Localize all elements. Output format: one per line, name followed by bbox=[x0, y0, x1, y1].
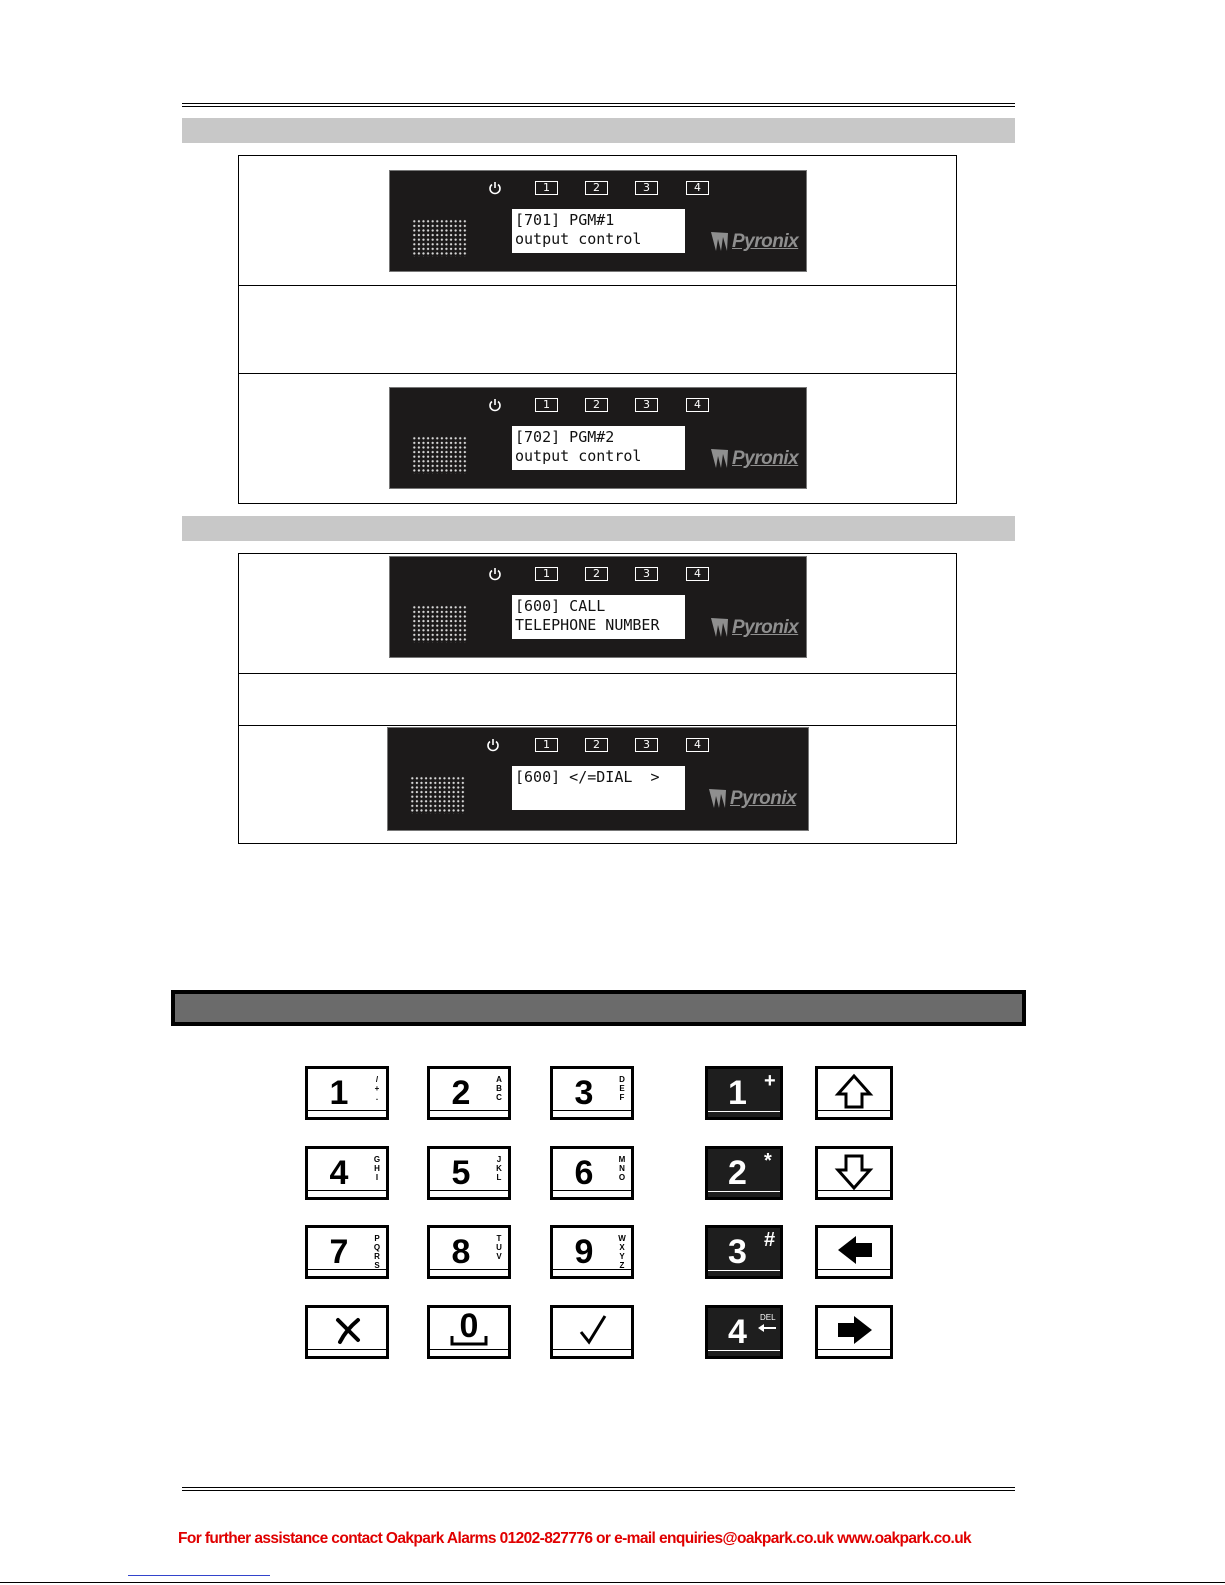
right-arrow-key[interactable] bbox=[815, 1305, 893, 1359]
key-letters: / + . bbox=[374, 1075, 380, 1102]
key-number: 4 bbox=[728, 1313, 747, 1351]
frame-divider bbox=[239, 673, 956, 674]
footer-rule-2 bbox=[182, 1490, 1015, 1491]
footer-rule bbox=[182, 1487, 1015, 1488]
key-number: 1 bbox=[329, 1074, 349, 1112]
space-icon bbox=[430, 1308, 508, 1352]
del-label: DEL bbox=[760, 1313, 776, 1322]
key-number: 4 bbox=[329, 1154, 349, 1192]
left-arrow-key[interactable] bbox=[815, 1225, 893, 1279]
up-arrow-key[interactable] bbox=[815, 1066, 893, 1120]
zone-led-3: 3 bbox=[635, 398, 658, 412]
lcd-line-1: [701] PGM#1 bbox=[515, 211, 615, 229]
pyronix-logo bbox=[710, 613, 799, 643]
key-letters: M N O bbox=[618, 1155, 626, 1182]
lcd-line-2: output control bbox=[515, 447, 642, 465]
pyronix-logo bbox=[710, 227, 799, 257]
keypad-display bbox=[389, 170, 807, 272]
zone-led-4: 4 bbox=[686, 181, 709, 195]
frame-divider bbox=[239, 373, 956, 374]
zone-led-2: 2 bbox=[585, 181, 608, 195]
key-letters: D E F bbox=[619, 1075, 625, 1102]
key-letters: J K L bbox=[496, 1155, 502, 1182]
power-icon bbox=[488, 398, 502, 412]
key-symbol: # bbox=[764, 1229, 776, 1251]
lcd-screen bbox=[512, 595, 685, 639]
key-9[interactable] bbox=[550, 1225, 634, 1279]
footer-contact-text: For further assistance contact Oakpark Alarms 01202-827776 or e-mail enquiries@oakpark.co.uk www.oakpark.co.uk bbox=[178, 1530, 972, 1547]
enter-key[interactable] bbox=[550, 1305, 634, 1359]
brand-text: Pyronix bbox=[732, 448, 799, 469]
top-rule bbox=[182, 103, 1015, 104]
key-2[interactable] bbox=[427, 1066, 511, 1120]
key-0[interactable] bbox=[427, 1305, 511, 1359]
page-bottom-rule bbox=[0, 1582, 1225, 1583]
key-letters: A B C bbox=[496, 1075, 502, 1102]
lcd-screen bbox=[512, 209, 685, 253]
speaker-grille bbox=[410, 776, 466, 814]
key-symbol: + bbox=[764, 1070, 776, 1092]
zone-led-2: 2 bbox=[585, 567, 608, 581]
keypad-display bbox=[389, 387, 807, 489]
power-icon bbox=[486, 738, 500, 752]
lcd-screen bbox=[512, 426, 685, 470]
power-icon bbox=[488, 181, 502, 195]
key-7[interactable] bbox=[305, 1225, 389, 1279]
function-key-1[interactable] bbox=[705, 1066, 783, 1120]
key-number: 5 bbox=[451, 1154, 471, 1192]
zone-led-1: 1 bbox=[535, 398, 558, 412]
zone-led-1: 1 bbox=[535, 738, 558, 752]
lcd-line-2: TELEPHONE NUMBER bbox=[515, 616, 660, 634]
link-underline bbox=[128, 1575, 270, 1576]
key-3[interactable] bbox=[550, 1066, 634, 1120]
keys-section-header bbox=[171, 990, 1026, 1026]
down-arrow-key[interactable] bbox=[815, 1146, 893, 1200]
zone-led-3: 3 bbox=[635, 567, 658, 581]
pyronix-logo bbox=[710, 444, 799, 474]
function-key-3[interactable] bbox=[705, 1225, 783, 1279]
key-number: 3 bbox=[574, 1074, 594, 1112]
key-number: 2 bbox=[451, 1074, 471, 1112]
function-key-2[interactable] bbox=[705, 1146, 783, 1200]
key-8[interactable] bbox=[427, 1225, 511, 1279]
key-number: 3 bbox=[728, 1233, 747, 1271]
speaker-grille bbox=[412, 219, 468, 257]
key-6[interactable] bbox=[550, 1146, 634, 1200]
display-frame-2 bbox=[238, 553, 957, 844]
key-letters: T U V bbox=[496, 1234, 502, 1261]
zone-led-2: 2 bbox=[585, 738, 608, 752]
lcd-line-1: [702] PGM#2 bbox=[515, 428, 615, 446]
arrow-right-icon bbox=[818, 1308, 890, 1352]
arrow-up-icon bbox=[818, 1069, 890, 1113]
key-number: 9 bbox=[574, 1233, 594, 1271]
keypad-display bbox=[389, 556, 807, 658]
key-number: 6 bbox=[574, 1154, 594, 1192]
check-icon bbox=[553, 1308, 631, 1352]
key-number: 1 bbox=[728, 1074, 747, 1112]
speaker-grille bbox=[412, 605, 468, 643]
display-frame-1 bbox=[238, 155, 957, 504]
cancel-key[interactable] bbox=[305, 1305, 389, 1359]
cross-icon bbox=[308, 1308, 386, 1352]
arrow-down-icon bbox=[818, 1149, 890, 1193]
keypad-display bbox=[387, 727, 809, 831]
lcd-screen bbox=[512, 766, 685, 810]
zone-led-3: 3 bbox=[635, 738, 658, 752]
brand-text: Pyronix bbox=[732, 617, 799, 638]
key-symbol: * bbox=[764, 1150, 772, 1172]
zone-led-2: 2 bbox=[585, 398, 608, 412]
key-letters: G H I bbox=[373, 1155, 381, 1182]
key-5[interactable] bbox=[427, 1146, 511, 1200]
lcd-line-1: [600] </=DIAL > bbox=[515, 768, 660, 786]
brand-text: Pyronix bbox=[732, 231, 799, 252]
zone-led-3: 3 bbox=[635, 181, 658, 195]
key-1[interactable] bbox=[305, 1066, 389, 1120]
key-4[interactable] bbox=[305, 1146, 389, 1200]
zone-led-4: 4 bbox=[686, 567, 709, 581]
zone-led-4: 4 bbox=[686, 398, 709, 412]
section-band-2 bbox=[182, 516, 1015, 541]
power-icon bbox=[488, 567, 502, 581]
lcd-line-1: [600] CALL bbox=[515, 597, 606, 615]
key-letters: W X Y Z bbox=[618, 1234, 626, 1270]
function-key-4[interactable] bbox=[705, 1305, 783, 1359]
key-letters: P Q R S bbox=[373, 1234, 381, 1270]
key-number: 8 bbox=[451, 1233, 471, 1271]
frame-divider bbox=[239, 285, 956, 286]
frame-divider bbox=[239, 725, 956, 726]
speaker-grille bbox=[412, 436, 468, 474]
section-band-1 bbox=[182, 118, 1015, 143]
brand-text: Pyronix bbox=[730, 788, 797, 809]
zone-led-4: 4 bbox=[686, 738, 709, 752]
lcd-line-2: output control bbox=[515, 230, 642, 248]
arrow-left-icon bbox=[818, 1228, 890, 1272]
pyronix-logo bbox=[708, 784, 797, 814]
backspace-icon bbox=[752, 1320, 782, 1340]
key-number: 2 bbox=[728, 1154, 747, 1192]
key-number: 7 bbox=[329, 1233, 349, 1271]
zone-led-1: 1 bbox=[535, 567, 558, 581]
key-number: 0 bbox=[459, 1307, 479, 1345]
top-rule-2 bbox=[182, 106, 1015, 107]
zone-led-1: 1 bbox=[535, 181, 558, 195]
